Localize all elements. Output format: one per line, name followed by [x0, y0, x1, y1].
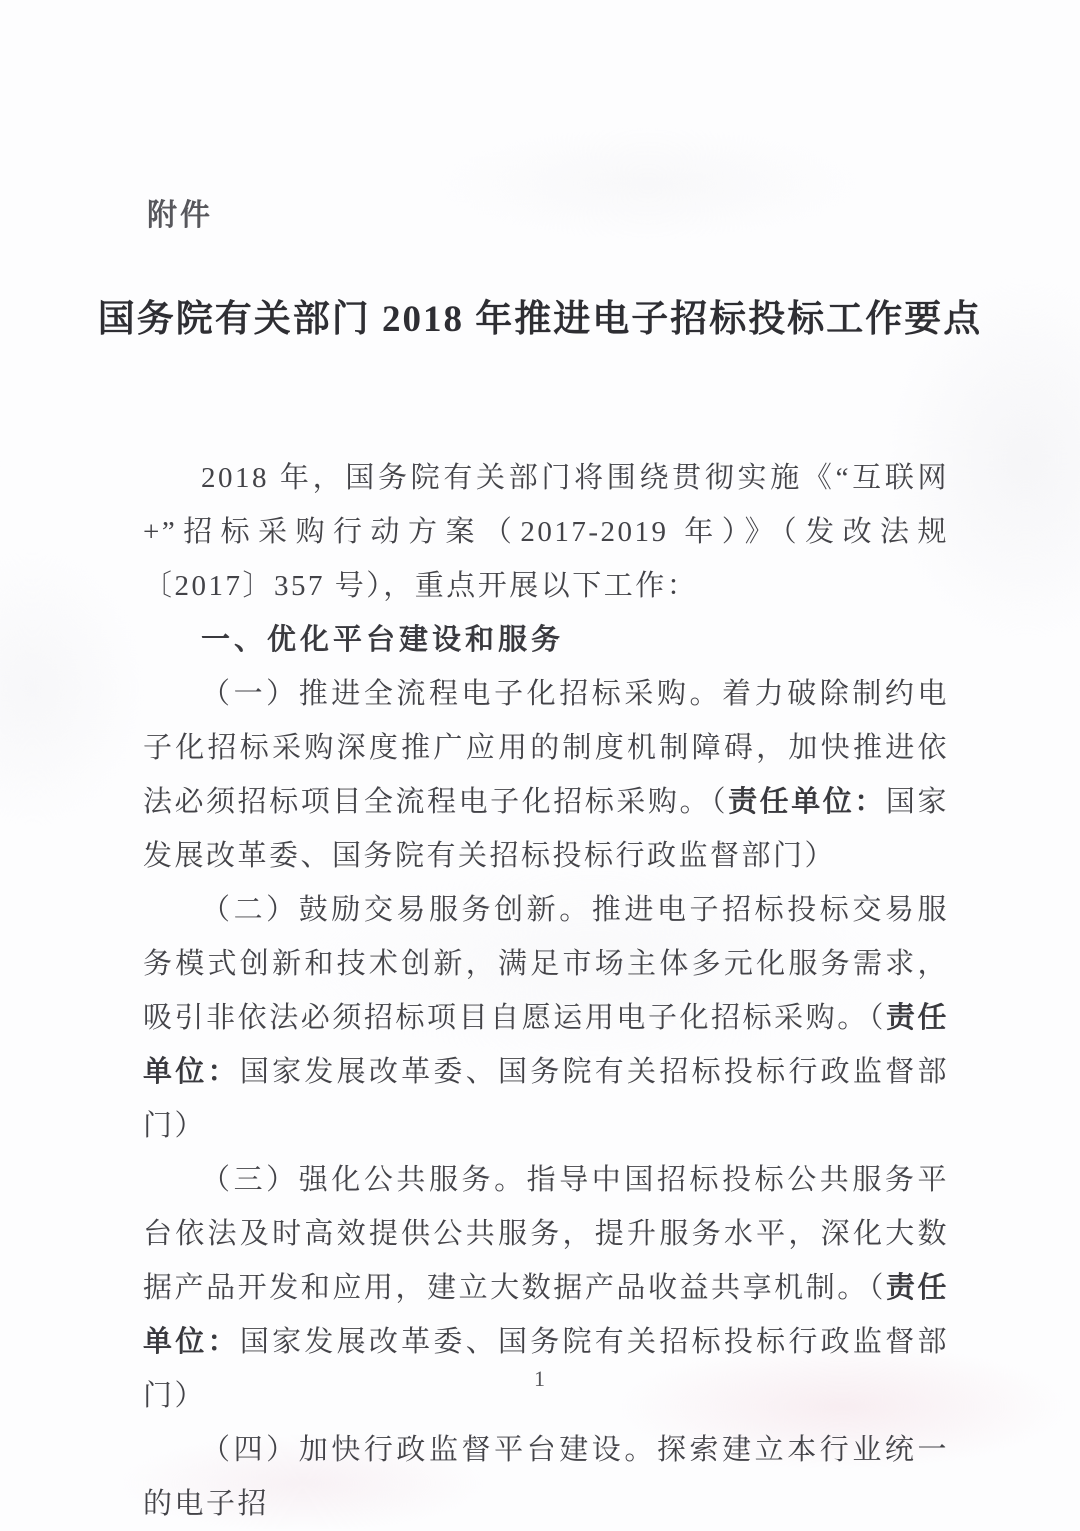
- text-run: （一）推进全流程电子化招标采购。着力破除制约电子化招标采购深度推广应用的制度机制障碍，加快推进依法必须招标项目全流程电子化招标采购。（: [143, 678, 949, 818]
- paragraph: [143, 883, 949, 1153]
- document-title: 国务院有关部门 2018 年推进电子招标投标工作要点: [97, 299, 983, 340]
- responsible-unit-label: 一、优化平台建设和服务: [201, 624, 565, 656]
- text-run: 国家发展改革委、国务院有关招标投标行政监督部门）: [143, 1326, 949, 1412]
- paragraph: [143, 667, 949, 883]
- responsible-unit-label: 责任单位：: [143, 1272, 949, 1358]
- text-run: 国家发展改革委、国务院有关招标投标行政监督部门）: [143, 1056, 949, 1142]
- responsible-unit-label: 责任单位：: [728, 786, 886, 818]
- paragraph: [143, 1423, 949, 1531]
- attachment-label: 附件: [147, 199, 213, 232]
- page-number: 1: [534, 1366, 546, 1391]
- text-run: （四）加快行政监督平台建设。探索建立本行业统一的电子招: [143, 1434, 949, 1520]
- text-run: （二）鼓励交易服务创新。推进电子招标投标交易服务模式创新和技术创新，满足市场主体多元化服务需求，吸引非依法必须招标项目自愿运用电子化招标采购。（: [143, 894, 949, 1034]
- text-run: 2018 年，国务院有关部门将围绕贯彻实施《“互联网+”招标采购行动方案（2017-2019 年）》（发改法规〔2017〕357 号），重点开展以下工作：: [143, 462, 949, 602]
- responsible-unit-label: 责任单位：: [143, 1002, 949, 1088]
- paragraph: [143, 451, 949, 613]
- text-run: 国家发展改革委、国务院有关招标投标行政监督部门）: [143, 786, 949, 872]
- text-run: （三）强化公共服务。指导中国招标投标公共服务平台依法及时高效提供公共服务，提升服务水平，深化大数据产品开发和应用，建立大数据产品收益共享机制。（: [143, 1164, 949, 1304]
- section-heading: [143, 613, 949, 667]
